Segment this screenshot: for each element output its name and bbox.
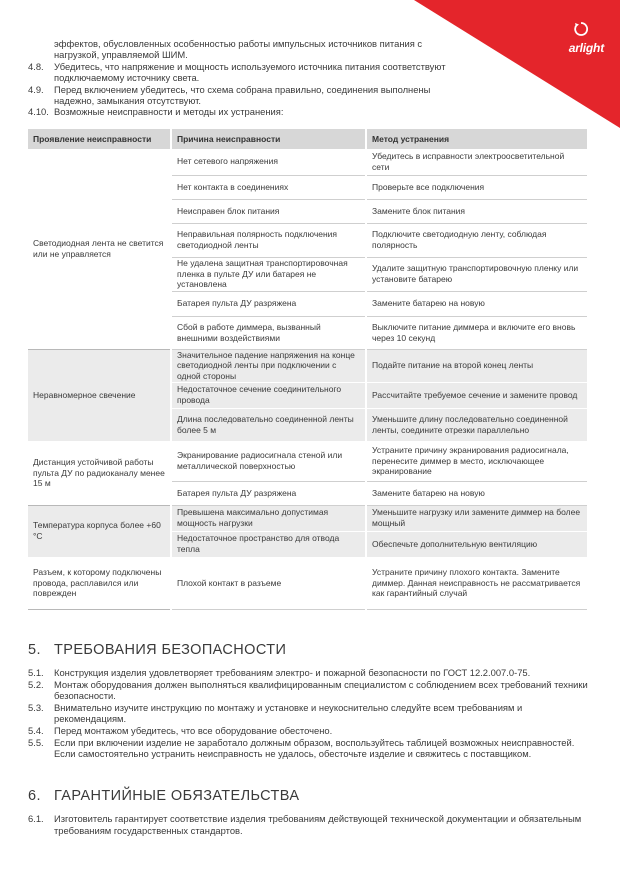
cause-cell: Плохой контакт в разъеме — [171, 557, 366, 609]
list-item — [28, 38, 460, 61]
item-text: Внимательно изучите инструкцию по монтажу и установке и неукоснительно следуйте всем требованиям и рекомендациям. — [54, 701, 523, 725]
section-5-list — [28, 667, 588, 760]
item-text: Монтаж оборудования должен выполняться квалифицированным специалистом с соблюдением всех требований техники безопасности. — [54, 678, 588, 702]
list-item — [28, 61, 460, 84]
item-text: эффектов, обусловленных особенностью работы импульсных источников питания с нагрузкой, управляемой ШИМ. — [54, 38, 423, 61]
fix-cell: Уменьшите длину последовательно соединенной ленты, соедините отрезки параллельно — [366, 408, 588, 441]
item-text: Возможные неисправности и методы их устранения: — [54, 106, 284, 118]
cause-cell: Батарея пульта ДУ разряжена — [171, 291, 366, 316]
item-number: 5.3. — [28, 701, 44, 713]
cause-cell: Экранирование радиосигнала стеной или металлической поверхностью — [171, 441, 366, 481]
cause-cell: Неправильная полярность подключения светодиодной ленты — [171, 223, 366, 257]
symptom-cell: Неравномерное свечение — [28, 349, 171, 441]
list-item — [28, 813, 588, 836]
item-number: 5.5. — [28, 736, 44, 748]
header-symptom: Проявление неисправности — [28, 129, 171, 149]
fix-cell: Убедитесь в исправности электроосветительной сети — [366, 149, 588, 175]
symptom-group — [28, 441, 588, 505]
table-row — [28, 149, 588, 175]
cause-cell: Значительное падение напряжения на конце светодиодной ленты при подключении с одной стороны — [171, 349, 366, 382]
fix-cell: Подайте питание на второй конец ленты — [366, 349, 588, 382]
symptom-cell: Разъем, к которому подключены провода, расплавился или поврежден — [28, 557, 171, 609]
list-item — [28, 106, 460, 117]
item-number: 5.4. — [28, 724, 44, 736]
cause-cell: Нет контакта в соединениях — [171, 175, 366, 199]
table-row — [28, 349, 588, 382]
item-number: 6.1. — [28, 813, 44, 824]
cause-cell: Нет сетевого напряжения — [171, 149, 366, 175]
fix-cell: Устраните причину экранирования радиосигнала, перенесите диммер в место, исключающее экранирование — [366, 441, 588, 481]
brand-logo: arlight — [568, 41, 604, 55]
symptom-cell: Дистанция устойчивой работы пульта ДУ по радиоканалу менее 15 м — [28, 441, 171, 505]
table-row — [28, 441, 588, 481]
list-item — [28, 702, 588, 725]
fix-cell: Замените блок питания — [366, 199, 588, 223]
item-number — [28, 38, 54, 61]
item-text: Перед монтажом убедитесь, что все оборудование обесточено. — [54, 724, 333, 736]
symptom-cell: Светодиодная лента не светится или не управляется — [28, 149, 171, 349]
item-number: 4.9. — [28, 83, 44, 95]
symptom-cell: Температура корпуса более +60 °C — [28, 505, 171, 557]
table-row — [28, 557, 588, 609]
item-text: Конструкция изделия удовлетворяет требованиям электро- и пожарной безопасности по ГОСТ 12.2.007.0-75. — [54, 667, 531, 678]
list-item — [28, 84, 460, 107]
section-5-title: 5. ТРЕБОВАНИЯ БЕЗОПАСНОСТИ — [28, 642, 287, 658]
fix-cell: Обеспечьте дополнительную вентиляцию — [366, 531, 588, 557]
symptom-group — [28, 149, 588, 349]
fix-cell: Проверьте все подключения — [366, 175, 588, 199]
table-row — [28, 505, 588, 531]
symptom-group — [28, 349, 588, 441]
table-header-row — [28, 129, 588, 149]
fix-cell: Удалите защитную транспортировочную пленку или установите батарею — [366, 257, 588, 291]
section-6-list — [28, 813, 588, 836]
list-item — [28, 667, 588, 679]
item-number: 4.10. — [28, 106, 49, 118]
fix-cell: Подключите светодиодную ленту, соблюдая полярность — [366, 223, 588, 257]
cause-cell: Неисправен блок питания — [171, 199, 366, 223]
symptom-group — [28, 557, 588, 609]
arlight-logo-icon — [574, 22, 588, 36]
item-text: Перед включением убедитесь, что схема собрана правильно, соединения выполнены надежно, замыкания отсутствуют. — [54, 83, 431, 107]
cause-cell: Не удалена защитная транспортировочная пленка в пульте ДУ или батарея не установлена — [171, 257, 366, 291]
symptom-group — [28, 505, 588, 557]
item-number: 4.8. — [28, 60, 44, 72]
header-fix: Метод устранения — [366, 129, 588, 149]
item-text: Изготовитель гарантирует соответствие изделия требованиям действующей технической документации и обязательным требованиям государственных стандартов. — [54, 813, 582, 836]
item-text: Убедитесь, что напряжение и мощность используемого источника питания соответствуют подключаемому источнику света. — [54, 60, 446, 84]
fix-cell: Рассчитайте требуемое сечение и замените провод — [366, 382, 588, 408]
fix-cell: Замените батарею на новую — [366, 481, 588, 505]
section-6-title: 6. ГАРАНТИЙНЫЕ ОБЯЗАТЕЛЬСТВА — [28, 788, 300, 804]
cause-cell: Недостаточное пространство для отвода тепла — [171, 531, 366, 557]
cause-cell: Сбой в работе диммера, вызванный внешними воздействиями — [171, 316, 366, 349]
cause-cell: Длина последовательно соединенной ленты более 5 м — [171, 408, 366, 441]
list-item — [28, 725, 588, 737]
fix-cell: Уменьшите нагрузку или замените диммер на более мощный — [366, 505, 588, 531]
list-item — [28, 679, 588, 702]
item-number: 5.1. — [28, 667, 44, 678]
list-item — [28, 737, 588, 760]
cause-cell: Батарея пульта ДУ разряжена — [171, 481, 366, 505]
cause-cell: Превышена максимально допустимая мощность нагрузки — [171, 505, 366, 531]
troubleshooting-table — [28, 129, 589, 610]
fix-cell: Замените батарею на новую — [366, 291, 588, 316]
intro-text — [28, 38, 460, 118]
item-number: 5.2. — [28, 678, 44, 690]
cause-cell: Недостаточное сечение соединительного провода — [171, 382, 366, 408]
item-text: Если при включении изделие не заработало должным образом, воспользуйтесь таблицей возможных неисправностей. Если самостоятельно устранить неисправность не удалось, обесточьте изделие и свяжитесь с поставщиком. — [54, 736, 575, 760]
fix-cell: Устраните причину плохого контакта. Замените диммер. Данная неисправность не рассматривается как гарантийный случай — [366, 557, 588, 609]
header-cause: Причина неисправности — [171, 129, 366, 149]
fix-cell: Выключите питание диммера и включите его вновь через 10 секунд — [366, 316, 588, 349]
